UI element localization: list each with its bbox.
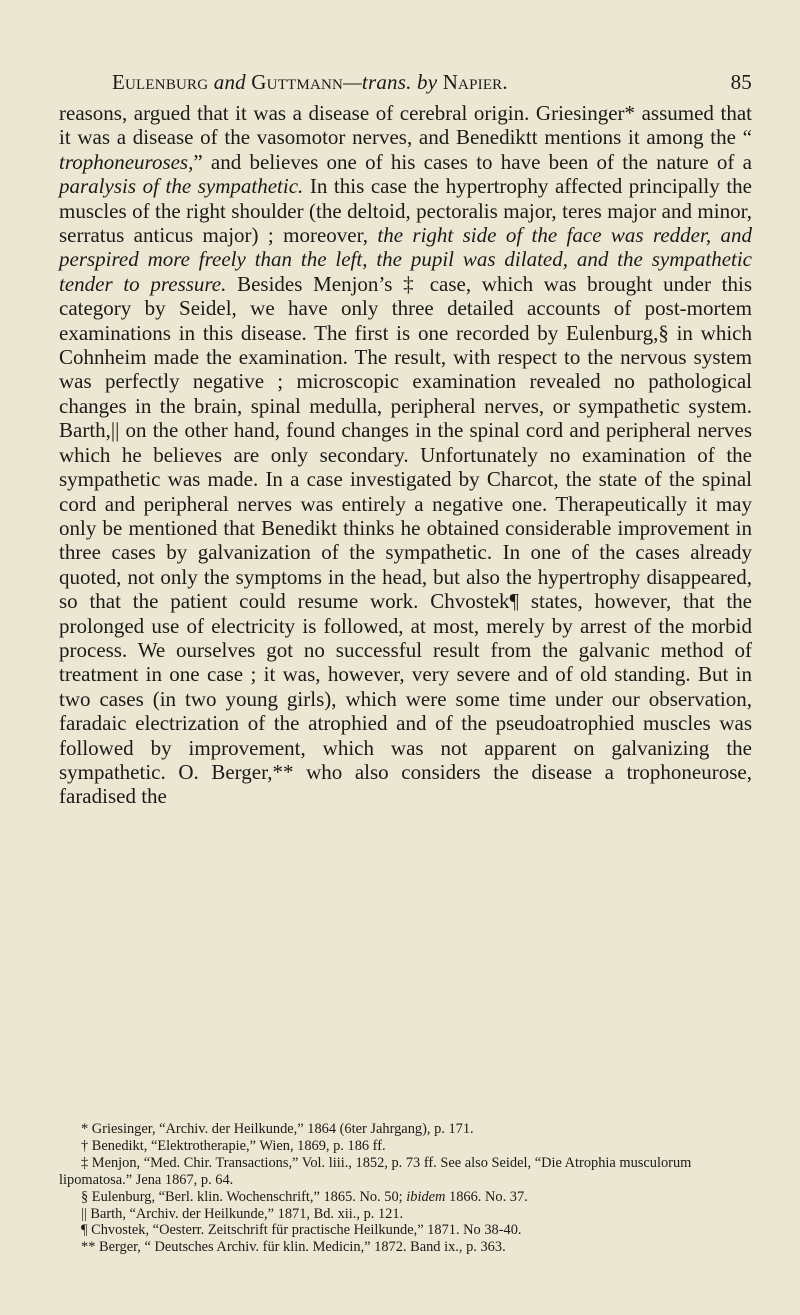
footnote-menjon: ‡ Menjon, “Med. Chir. Transactions,” Vol. liii., 1852, p. 73 ff. See also Seidel, “Die Atrophia musculorum lipomatosa.” Jena 1867, p. 64. [59, 1154, 692, 1188]
footnote-griesinger: * Griesinger, “Archiv. der Heilkunde,” 1864 (6ter Jahrgang), p. 171. [81, 1121, 474, 1137]
body-paragraph: reasons, argued that it was a disease of cerebral origin. Griesinger* assumed that it was a disease of the vasomotor nerves, and Benediktt mentions it among the “ trophoneuroses,” and believes one of his cases to have been of the nature of a paralysis of the sympathetic. In this case the hypertrophy affected principally the muscles of the right shoulder (the deltoid, pectoralis major, teres major and minor, serratus anticus major) ; moreover, the right side of the face was redder, and perspired more freely than the left, the pupil was dilated, and the sympathetic tender to pressure. Besides Menjon’s ‡ case, which was brought under this category by Seidel, we have only three detailed accounts of post-mortem examinations in this disease. The first is one recorded by Eulenburg,§ in which Cohnheim made the examination. The result, with respect to the nervous system was perfectly negative ; microscopic examination revealed no pathological changes in the brain, spinal medulla, peripheral nerves, or sympathetic system. Barth,|| on the other hand, found changes in the spinal cord and peripheral nerves which he believes are only secondary. Unfortunately no examination of the sympathetic was made. In a case investigated by Charcot, the state of the spinal cord and peripheral nerves was entirely a negative one. Therapeutically it may only be mentioned that Benedikt thinks he obtained considerable improvement in three cases by galvanization of the sympathetic. In one of the cases already quoted, not only the symptoms in the head, but also the hypertrophy disappeared, so that the patient could resume work. Chvostek¶ states, however, that the prolonged use of electricity is followed, at most, merely by arrest of the morbid process. We ourselves got no successful result from the galvanic method of treatment in one case ; it was, however, very severe and of old standing. But in two cases (in two young girls), which were some time under our observation, faradaic electrization of the atrophied and of the pseudoatrophied muscles was followed by improvement, which was not apparent on galvanizing the sympathetic. O. Berger,** who also considers the disease a trophoneurose, faradised the [59, 101, 752, 809]
main-text [59, 101, 752, 809]
footnotes [59, 1121, 759, 1256]
footnote-benedikt: † Benedikt, “Elektrotherapie,” Wien, 1869, p. 186 ff. [81, 1137, 386, 1154]
footnote-berger: ** Berger, “ Deutsches Archiv. für klin. Medicin,” 1872. Band ix., p. 363. [81, 1239, 506, 1256]
page-number: 85 [730, 70, 752, 94]
running-title: Eulenburg and Guttmann—trans. by Napier. [112, 70, 508, 94]
footnote-eulenburg: § Eulenburg, “Berl. klin. Wochenschrift,” 1865. No. 50; ibidem 1866. No. 37. [81, 1188, 528, 1205]
running-header [112, 70, 752, 95]
footnote-barth: || Barth, “Archiv. der Heilkunde,” 1871, Bd. xii., p. 121. [81, 1205, 404, 1222]
footnote-chvostek: ¶ Chvostek, “Oesterr. Zeitschrift für practische Heilkunde,” 1871. No 38-40. [81, 1222, 522, 1239]
